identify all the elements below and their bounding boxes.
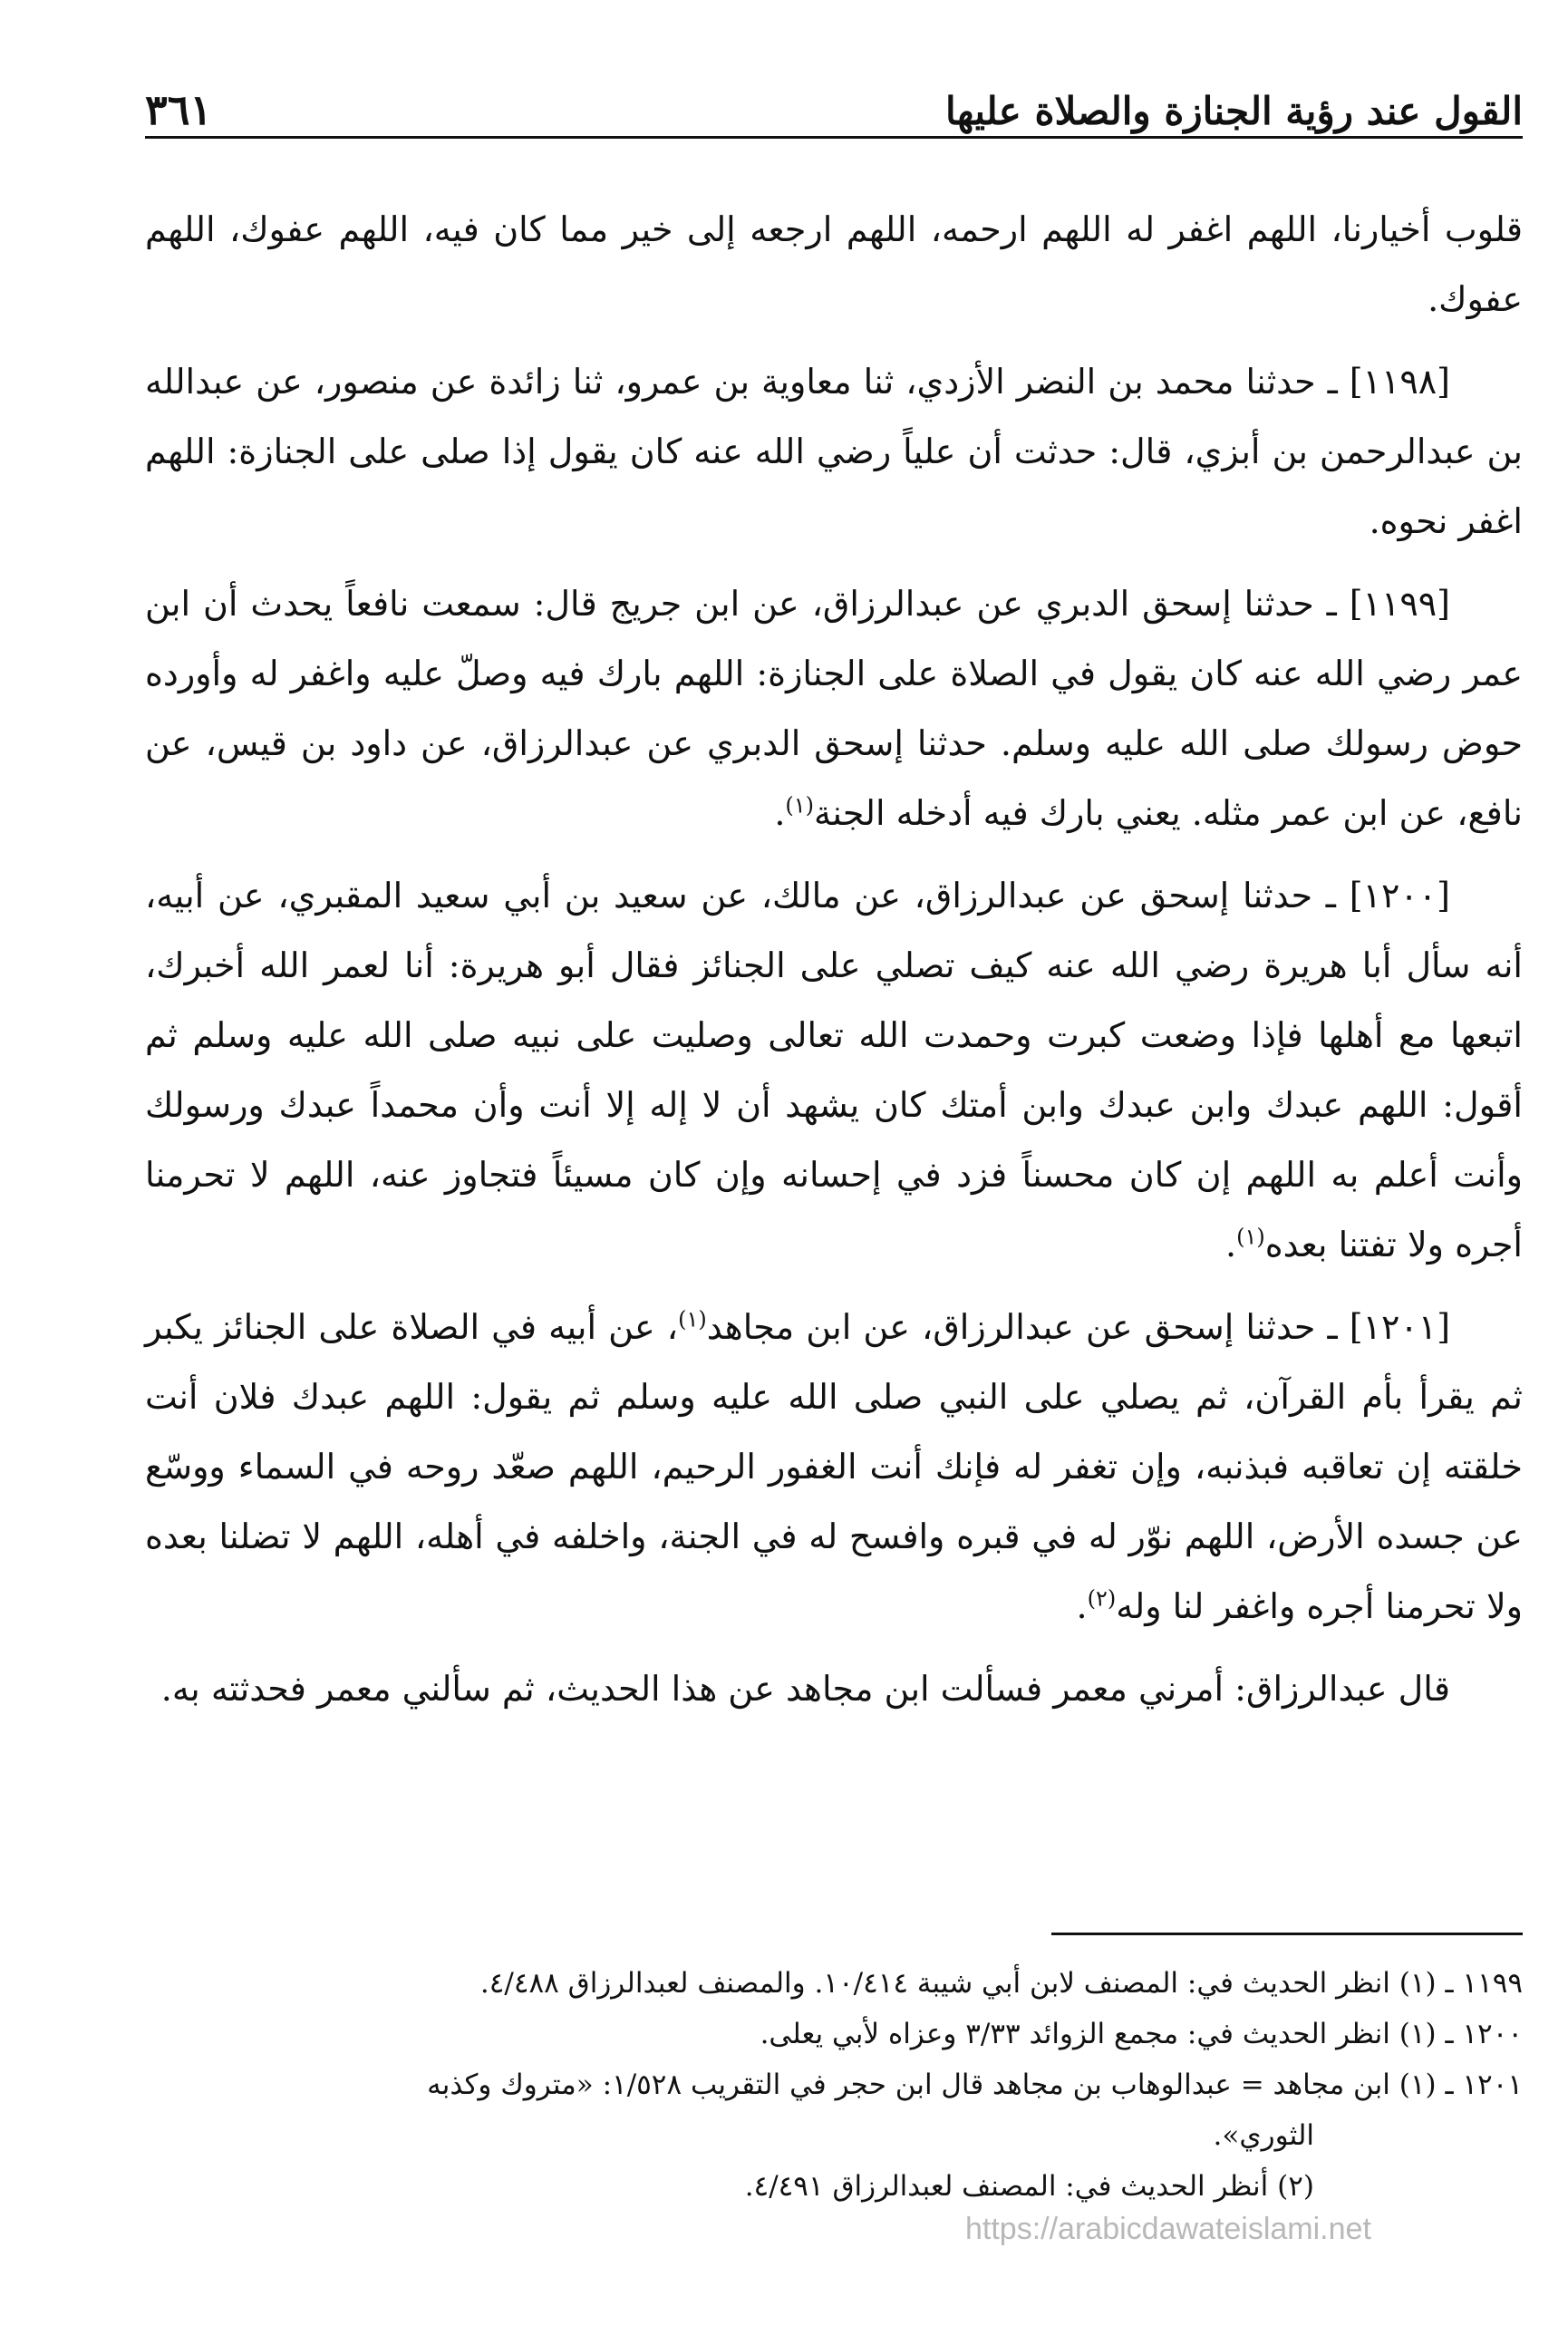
hadith-number: [١١٩٨]	[1349, 362, 1450, 402]
footnote-marker: (١)	[678, 1306, 707, 1332]
hadith-text: ـ حدثنا إسحق عن عبدالرزاق، عن ابن مجاهد	[706, 1307, 1350, 1347]
hadith-number: [١١٩٩]	[1349, 584, 1450, 624]
footnote-rule	[1051, 1933, 1523, 1935]
footnote-1199: ١١٩٩ ـ (١) انظر الحديث في: المصنف لابن أبي شيبة ١٠/٤١٤. والمصنف لعبدالرزاق ٤/٤٨٨.	[479, 1967, 1523, 2000]
paragraph-text: قال عبدالرزاق: أمرني معمر فسألت ابن مجاهد عن هذا الحديث، ثم سألني معمر فحدثته به.	[160, 1669, 1450, 1709]
sentence-end: .	[774, 793, 786, 833]
paragraph-continuation	[145, 195, 1523, 334]
hadith-1201	[145, 1293, 1523, 1642]
main-text	[145, 195, 1523, 1737]
hadith-1199	[145, 569, 1523, 848]
hadith-1200	[145, 861, 1523, 1280]
watermark-url: https://arabicdawateislami.net	[965, 2212, 1371, 2246]
footnote-1201-1-continued: الثوري».	[1213, 2119, 1314, 2152]
sentence-end: .	[1225, 1225, 1237, 1264]
footnote-1200: ١٢٠٠ ـ (١) انظر الحديث في: مجمع الزوائد ٣/٣٣ وعزاه لأبي يعلى.	[760, 2018, 1523, 2050]
footnote-marker: (١)	[1236, 1224, 1265, 1250]
footnote-1201-2: (٢) أنظر الحديث في: المصنف لعبدالرزاق ٤/٤٩١.	[744, 2170, 1314, 2203]
footnotes	[145, 1958, 1523, 2212]
footnote-1201-1: ١٢٠١ ـ (١) ابن مجاهد = عبدالوهاب بن مجاهد قال ابن حجر في التقريب ١/٥٢٨: «متروك وكذبه	[427, 2069, 1523, 2101]
page-header	[145, 80, 1523, 143]
hadith-1198	[145, 347, 1523, 557]
hadith-text: ـ حدثنا محمد بن النضر الأزدي، ثنا معاوية بن عمرو، ثنا زائدة عن منصور، عن عبدالله بن عبدالرحمن بن أبزي، قال: حدثت أن علياً رضي الله عنه كان يقول إذا صلى على الجنازة: اللهم اغفر نحوه.	[145, 362, 1523, 541]
hadith-text: ـ حدثنا إسحق الدبري عن عبدالرزاق، عن ابن جريج قال: سمعت نافعاً يحدث أن ابن عمر رضي الله عنه كان يقول في الصلاة على الجنازة: اللهم بارك فيه وصلّ عليه واغفر له وأورده حوض رسولك صلى الله عليه وسلم. حدثنا إسحق الدبري عن عبدالرزاق، عن داود بن قيس، عن نافع، عن ابن عمر مثله. يعني بارك فيه أدخله الجنة	[145, 584, 1523, 833]
header-rule	[145, 136, 1523, 139]
hadith-number: [١٢٠٠]	[1349, 876, 1450, 916]
hadith-number: [١٢٠١]	[1349, 1307, 1451, 1347]
page-number: ٣٦١	[145, 85, 213, 134]
hadith-text: ـ حدثنا إسحق عن عبدالرزاق، عن مالك، عن سعيد بن أبي سعيد المقبري، عن أبيه، أنه سأل أبا هريرة رضي الله عنه كيف تصلي على الجنائز فقال أبو هريرة: أنا لعمر الله أخبرك، اتبعها مع أهلها فإذا وضعت كبرت وحمدت الله تعالى وصليت على نبيه صلى الله عليه وسلم ثم أقول: اللهم عبدك وابن عبدك وابن أمتك كان يشهد أن لا إله إلا أنت وأن محمداً عبدك ورسولك وأنت أعلم به اللهم إن كان محسناً فزد في إحسانه وإن كان مسيئاً فتجاوز عنه، اللهم لا تحرمنا أجره ولا تفتنا بعده	[145, 876, 1523, 1264]
paragraph-text: قلوب أخيارنا، اللهم اغفر له اللهم ارحمه، اللهم ارجعه إلى خير مما كان فيه، اللهم عفوك، اللهم عفوك.	[145, 209, 1523, 319]
footnote-marker: (١)	[785, 792, 815, 819]
hadith-text-continued: ، عن أبيه في الصلاة على الجنائز يكبر ثم يقرأ بأم القرآن، ثم يصلي على النبي صلى الله عليه وسلم ثم يقول: اللهم عبدك فلان أنت خلقته إن تعاقبه فبذنبه، وإن تغفر له فإنك أنت الغفور الرحيم، اللهم صعّد روحه في السماء ووسّع عن جسده الأرض، اللهم نوّر له في قبره وافسح له في الجنة، واخلفه في أهله، اللهم لا تضلنا بعده ولا تحرمنا أجره واغفر لنا وله	[145, 1307, 1523, 1626]
sentence-end: .	[1076, 1586, 1088, 1626]
footnote-marker: (٢)	[1087, 1585, 1117, 1612]
closing-paragraph	[145, 1654, 1523, 1724]
running-title: القول عند رؤية الجنازة والصلاة عليها	[945, 89, 1523, 133]
